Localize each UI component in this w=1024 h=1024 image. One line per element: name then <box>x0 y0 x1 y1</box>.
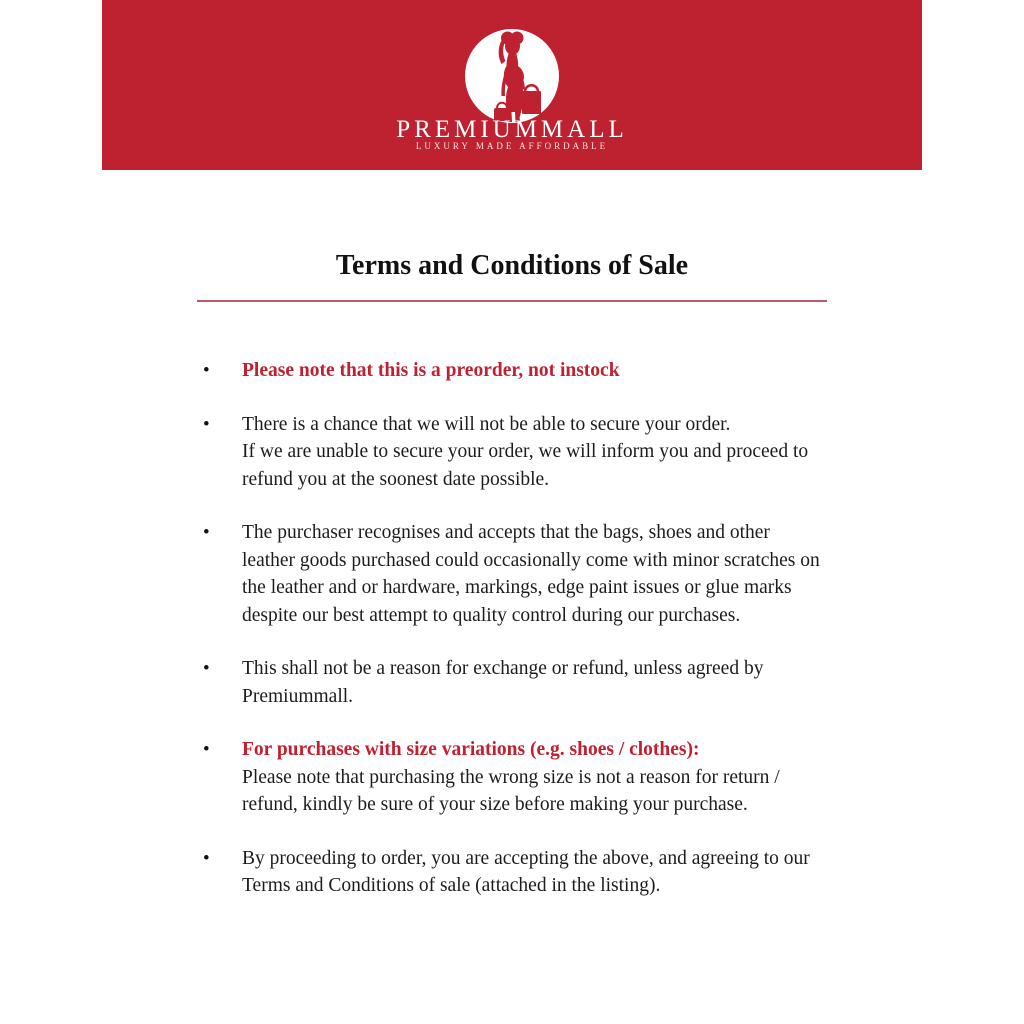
terms-item-line: If we are unable to secure your order, we will inform you and proceed to <box>242 441 809 462</box>
brand-name: PREMIUMMALL <box>396 116 628 143</box>
terms-item-no-refund <box>203 655 843 710</box>
terms-list <box>203 357 843 900</box>
terms-item-size-variations <box>203 736 843 819</box>
terms-item-emphasis: • For purchases with size variations (e.g. shoes / clothes): <box>242 739 700 760</box>
terms-item-line: • By proceeding to order, you are accepting the above, and agreeing to our <box>242 847 810 869</box>
terms-item-preorder <box>203 357 843 385</box>
terms-item-line: refund you at the soonest date possible. <box>242 468 550 490</box>
terms-item-line: Premiummall. <box>242 685 354 707</box>
terms-item-emphasis: • Please note that this is a preorder, not instock <box>242 360 620 381</box>
terms-item-secure-order <box>203 411 843 494</box>
terms-item-line: • This shall not be a reason for exchange or refund, unless agreed by <box>242 658 764 679</box>
terms-item-line: • The purchaser recognises and accepts that the bags, shoes and other <box>242 522 770 543</box>
terms-document <box>0 248 1024 900</box>
terms-item-acceptance <box>203 845 843 900</box>
title-divider <box>197 300 827 302</box>
terms-item-condition-disclaimer <box>203 519 843 629</box>
terms-item-line: Terms and Conditions of sale (attached in the listing). <box>242 875 661 896</box>
terms-item-line: Please note that purchasing the wrong size is not a reason for return / <box>242 766 780 788</box>
terms-item-line: leather goods purchased could occasionally come with minor scratches on <box>242 549 820 571</box>
terms-item-line: the leather and or hardware, markings, edge paint issues or glue marks <box>242 577 792 598</box>
terms-item-line: despite our best attempt to quality control during our purchases. <box>242 604 741 626</box>
page-title: Terms and Conditions of Sale <box>335 250 689 281</box>
brand-header <box>102 0 922 170</box>
brand-tagline: LUXURY MADE AFFORDABLE <box>415 141 609 151</box>
terms-item-line: • There is a chance that we will not be able to secure your order. <box>242 413 731 435</box>
terms-item-line: refund, kindly be sure of your size before making your purchase. <box>242 794 748 815</box>
